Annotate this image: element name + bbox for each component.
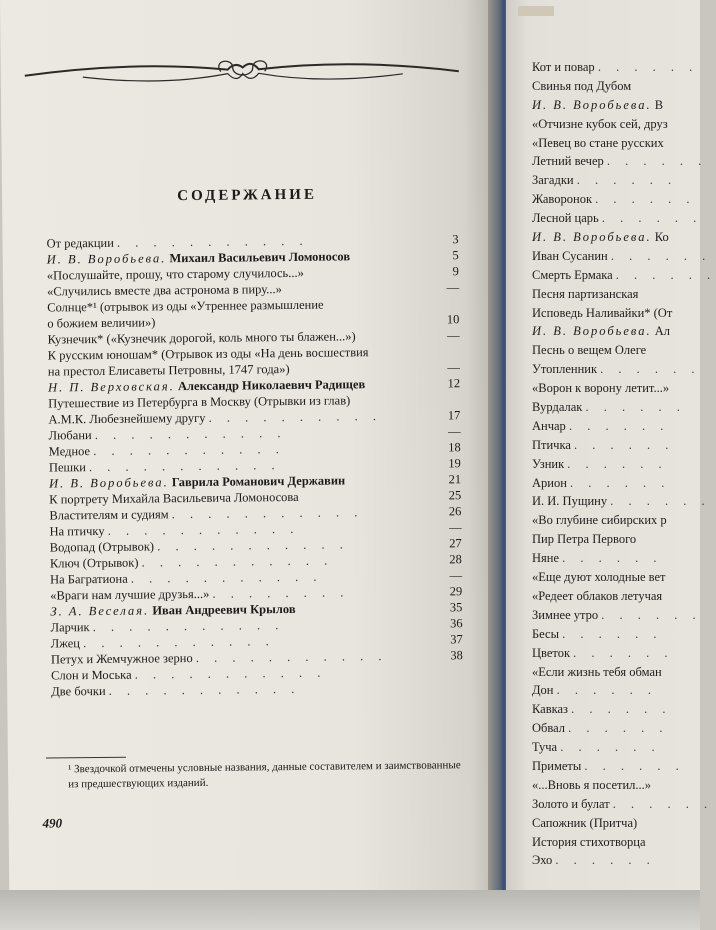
toc-entry bbox=[532, 663, 702, 682]
toc-entry-text: Иван Сусанин bbox=[532, 248, 608, 263]
toc-entry-text: Сапожник (Притча) bbox=[532, 815, 638, 830]
toc-entry-text: Приметы bbox=[532, 758, 582, 773]
toc-leader-dots: . . . . . . . . . . bbox=[208, 409, 383, 425]
toc-entry-author: З. А. Веселая. bbox=[50, 603, 150, 619]
toc-entry bbox=[532, 474, 702, 493]
toc-leader-dots: . . . . . . bbox=[568, 721, 669, 736]
toc-entry-text: Кузнечик* («Кузнечик дорогой, коль много ты блажен...») bbox=[47, 329, 356, 347]
toc-leader-dots: . . . . . . bbox=[595, 192, 696, 207]
toc-entry-text: Петух и Жемчужное зерно . . . . . . . . . . . bbox=[50, 648, 388, 667]
toc-leader-dots: . . . . . . . . . . . bbox=[116, 233, 309, 250]
toc-entry-text: К русским юношам* (Отрывок из оды «На день восшествия на престол Елисаветы Петровны, 1747 года») bbox=[47, 345, 369, 379]
toc-leader-dots: . . . . . . . . . . . bbox=[94, 426, 287, 443]
toc-entry-text: Птичка bbox=[532, 437, 571, 452]
toc-entry-text: «Певец во стане русских bbox=[532, 135, 664, 150]
toc-entry bbox=[532, 134, 702, 153]
toc-entry bbox=[532, 398, 702, 417]
toc-entry-page: 19 bbox=[448, 456, 461, 471]
toc-entry bbox=[532, 530, 702, 549]
toc-entry bbox=[532, 379, 702, 398]
toc-leader-dots: . . . . . . . . bbox=[212, 585, 350, 601]
toc-entry-page: 17 bbox=[447, 408, 461, 423]
toc-entry-text: От редакции . . . . . . . . . . . bbox=[46, 233, 309, 251]
toc-entry-subject: Михаил Васильевич Ломоносов bbox=[169, 249, 351, 266]
toc-entry bbox=[532, 455, 702, 474]
toc-entry-text: Песнь о вещем Олеге bbox=[532, 343, 647, 358]
toc-leader-dots: . . . . . . . . . . . bbox=[107, 521, 300, 538]
toc-entry-page: — bbox=[447, 360, 460, 375]
toc-entry-text: Любани . . . . . . . . . . . bbox=[48, 426, 287, 443]
toc-entry-text: Эхо bbox=[532, 853, 553, 868]
toc-entry-text: Зимнее утро bbox=[532, 607, 599, 622]
toc-title: СОДЕРЖАНИЕ bbox=[177, 186, 317, 205]
toc-entry bbox=[532, 247, 712, 266]
toc-entry bbox=[48, 343, 468, 379]
toc-leader-dots: . . . . . . . . . . . bbox=[82, 634, 275, 651]
toc-entry bbox=[532, 171, 702, 190]
toc-entry-text: Вурдалак bbox=[532, 400, 583, 415]
toc-entry-text: «Редеет облаков летучая bbox=[532, 588, 663, 603]
toc-entry-text: Путешествие из Петербурга в Москву (Отрывки из глав) bbox=[48, 393, 351, 411]
toc-entry bbox=[532, 492, 711, 511]
toc-entry-page: 35 bbox=[449, 600, 463, 615]
toc-entry bbox=[532, 681, 702, 700]
toc-entry bbox=[51, 679, 471, 699]
toc-entry-text: А.М.К. Любезнейшему другу . . . . . . . . . . bbox=[48, 409, 383, 427]
toc-entry-text: Цветок bbox=[532, 645, 571, 660]
toc-entry-page: 26 bbox=[448, 504, 462, 519]
toc-leader-dots: . . . . . . bbox=[567, 456, 668, 471]
toc-entry bbox=[532, 568, 702, 587]
toc-entry-text: Пешки . . . . . . . . . . . bbox=[48, 458, 281, 475]
toc-entry-page: 3 bbox=[452, 232, 459, 247]
toc-leader-dots: . . . . . . bbox=[601, 211, 703, 226]
toc-entry bbox=[532, 360, 702, 379]
toc-entry-text: «Отчизне кубок сей, друз bbox=[532, 116, 668, 131]
toc-entry-text: Солнце*¹ (отрывок из оды «Утреннее размышление о божием величии») bbox=[47, 297, 324, 331]
toc-leader-dots: . . . . . . bbox=[600, 362, 701, 377]
toc-entry-page: 21 bbox=[448, 472, 462, 487]
toc-entry bbox=[532, 77, 702, 96]
toc-entry-page: 37 bbox=[450, 632, 463, 647]
toc-entry-page: 29 bbox=[449, 584, 463, 599]
toc-entry-text: К портрету Михайла Васильевича Ломоносова bbox=[49, 489, 299, 507]
toc-entry-subject: Иван Андреевич Крылов bbox=[152, 601, 296, 618]
toc-entry bbox=[532, 304, 702, 323]
toc-entry-text: Медное . . . . . . . . . . . bbox=[48, 442, 285, 459]
toc-entry-text: И. И. Пущину bbox=[532, 494, 608, 509]
toc-entry-text: Исповедь Наливайки* (От bbox=[532, 305, 673, 320]
toc-leader-dots: . . . . . . . . . . . bbox=[93, 442, 285, 459]
toc-leader-dots: . . . . . . bbox=[584, 758, 685, 773]
right-toc-list bbox=[532, 58, 716, 870]
toc-entry bbox=[532, 266, 716, 285]
toc-entry bbox=[532, 776, 702, 795]
toc-entry bbox=[532, 190, 702, 209]
toc-entry-text: Смерть Ермака bbox=[532, 267, 613, 282]
toc-entry bbox=[532, 625, 702, 644]
toc-entry-text: Туча bbox=[532, 740, 558, 755]
toc-entry-text: «Послушайте, прошу, что старому случилось...» bbox=[46, 265, 304, 283]
toc-entry-text: Пир Петра Первого bbox=[532, 532, 637, 547]
toc-entry bbox=[532, 644, 702, 663]
toc-entry-page: 18 bbox=[448, 440, 461, 455]
toc-leader-dots: . . . . . . bbox=[574, 437, 675, 452]
toc-leader-dots: . . . . . . . . . . . bbox=[88, 458, 281, 475]
toc-entry-page: 28 bbox=[449, 552, 462, 567]
toc-entry-text: Ларчик . . . . . . . . . . . bbox=[50, 618, 285, 635]
toc-entry-text: Обвал bbox=[532, 721, 566, 736]
toc-entry-text: Анчар bbox=[532, 418, 566, 433]
toc-leader-dots: . . . . . . . . . . . bbox=[157, 537, 349, 554]
page-number: 490 bbox=[42, 815, 63, 831]
toc-leader-dots: . . . . . . bbox=[612, 796, 714, 811]
toc-entry-page: — bbox=[449, 568, 463, 583]
toc-entry-author: Н. П. Верховская. bbox=[47, 379, 175, 395]
toc-entry-page: — bbox=[448, 520, 462, 535]
toc-leader-dots: . . . . . . bbox=[576, 173, 678, 188]
toc-entry-author: И. В. Воробьева. bbox=[46, 251, 167, 267]
toc-leader-dots: . . . . . . bbox=[610, 248, 712, 263]
page-tab bbox=[518, 6, 554, 16]
toc-entry-text: Утопленник bbox=[532, 362, 598, 377]
toc-entry-text: Няне bbox=[532, 551, 560, 566]
toc-entry bbox=[532, 58, 702, 77]
toc-leader-dots: . . . . . . . . . . . bbox=[171, 505, 364, 522]
toc-leader-dots: . . . . . . bbox=[562, 551, 663, 566]
toc-leader-dots: . . . . . . . . . . . bbox=[195, 648, 388, 665]
toc-entry bbox=[47, 295, 467, 331]
toc-entry-text: На Багратиона . . . . . . . . . . . bbox=[49, 569, 323, 587]
toc-entry-page: 5 bbox=[452, 248, 459, 263]
toc-entry bbox=[532, 606, 702, 625]
toc-entry bbox=[532, 511, 702, 530]
toc-leader-dots: . . . . . . bbox=[562, 626, 663, 641]
toc-entry-page: 9 bbox=[452, 264, 459, 279]
toc-entry-text: Ключ (Отрывок) . . . . . . . . . . . bbox=[49, 553, 334, 571]
toc-entry-text: Жаворонок bbox=[532, 192, 593, 207]
toc-leader-dots: . . . . . . . . . . . bbox=[141, 553, 334, 570]
toc-entry-text: Золото и булат bbox=[532, 796, 610, 811]
toc-entry-page: 36 bbox=[449, 616, 463, 631]
toc-entry-author: И. В. Воробьева. bbox=[532, 324, 652, 339]
toc-entry bbox=[532, 719, 702, 738]
toc-entry bbox=[532, 549, 702, 568]
toc-entry-text: Песня партизанская bbox=[532, 286, 639, 301]
toc-leader-dots: . . . . . . bbox=[606, 154, 708, 169]
toc-entry-text: Кавказ bbox=[532, 702, 568, 717]
toc-entry-text: «Враги нам лучшие друзья...» . . . . . . . . bbox=[50, 585, 350, 603]
toc-entry bbox=[532, 228, 702, 247]
toc-entry-text: Дон bbox=[532, 683, 554, 698]
toc-entry-text: Водопад (Отрывок) . . . . . . . . . . . bbox=[49, 537, 349, 555]
toc-entry bbox=[532, 152, 708, 171]
toc-entry-text: Бесы bbox=[532, 626, 559, 641]
toc-entry-text: В bbox=[654, 97, 664, 112]
toc-entry-text: Ко bbox=[654, 230, 669, 245]
footnote bbox=[68, 753, 468, 792]
toc-leader-dots: . . . . . . bbox=[571, 702, 672, 717]
toc-entry-text: На птичку . . . . . . . . . . . bbox=[49, 521, 300, 539]
toc-entry bbox=[532, 795, 714, 814]
toc-entry-text: «...Вновь я посетил...» bbox=[532, 777, 652, 792]
toc-leader-dots: . . . . . . bbox=[615, 267, 716, 282]
toc-entry-page: 10 bbox=[446, 312, 460, 327]
toc-leader-dots: . . . . . . . . . . . bbox=[108, 681, 301, 698]
footnote-text: ¹ Звездочкой отмечены условные названия, данные составителем и заимствованные из предшествующих изданий. bbox=[67, 759, 461, 791]
toc-entry-subject: Гаврила Романович Державин bbox=[171, 473, 346, 490]
toc-entry bbox=[532, 851, 702, 870]
toc-leader-dots: . . . . . . . . . . . bbox=[130, 569, 323, 586]
toc-entry-page: — bbox=[446, 328, 460, 343]
toc-entry bbox=[532, 814, 702, 833]
toc-entry bbox=[532, 285, 702, 304]
toc-entry-author: И. В. Воробьева. bbox=[532, 230, 652, 245]
toc-list bbox=[46, 231, 471, 699]
toc-entry-text: История стихотворца bbox=[532, 834, 646, 849]
table-surface bbox=[0, 890, 700, 930]
toc-entry-text: Узник bbox=[532, 456, 565, 471]
toc-entry-text: Лесной царь bbox=[532, 211, 599, 226]
toc-entry bbox=[532, 115, 702, 134]
toc-leader-dots: . . . . . . bbox=[601, 607, 702, 622]
toc-entry bbox=[532, 757, 702, 776]
toc-entry-text: «Еще дуют холодные вет bbox=[532, 570, 666, 585]
toc-leader-dots: . . . . . . . . . . . bbox=[134, 665, 327, 682]
toc-leader-dots: . . . . . . bbox=[568, 418, 670, 433]
toc-entry bbox=[532, 587, 702, 606]
toc-entry bbox=[532, 417, 702, 436]
toc-entry-text: Свинья под Дубом bbox=[532, 78, 632, 93]
toc-entry-page: 25 bbox=[448, 488, 462, 503]
toc-leader-dots: . . . . . . bbox=[570, 475, 671, 490]
toc-entry bbox=[532, 700, 702, 719]
toc-entry-text: «Ворон к ворону летит...» bbox=[532, 381, 670, 396]
toc-leader-dots: . . . . . . bbox=[560, 740, 661, 755]
toc-leader-dots: . . . . . . . . . . . bbox=[92, 618, 285, 635]
toc-entry-page: — bbox=[447, 424, 461, 439]
toc-entry bbox=[532, 209, 702, 228]
toc-entry-author: И. В. Воробьева. bbox=[532, 97, 652, 112]
toc-entry-page: 38 bbox=[450, 648, 463, 663]
toc-entry bbox=[532, 436, 702, 455]
toc-entry-text: «Если жизнь тебя обман bbox=[532, 664, 662, 679]
toc-entry-author: И. В. Воробьева. bbox=[48, 475, 169, 491]
toc-entry bbox=[532, 96, 702, 115]
toc-entry-text: Властителям и судиям . . . . . . . . . . . bbox=[49, 505, 364, 523]
title-ornament-icon bbox=[23, 53, 461, 90]
toc-entry-text: Кот и повар bbox=[532, 60, 595, 74]
toc-entry bbox=[532, 738, 702, 757]
toc-leader-dots: . . . . . . bbox=[556, 683, 657, 698]
toc-leader-dots: . . . . . . bbox=[585, 400, 686, 415]
toc-leader-dots: . . . . . . bbox=[573, 645, 674, 660]
toc-entry-text: Лжец . . . . . . . . . . . bbox=[50, 634, 275, 651]
toc-entry-subject: Александр Николаевич Радищев bbox=[177, 377, 366, 394]
toc-entry-text: «Случились вместе два астронома в пиру...» bbox=[46, 282, 282, 299]
toc-leader-dots: . . . . . . bbox=[610, 494, 711, 509]
toc-entry-text: Ал bbox=[654, 324, 671, 339]
toc-entry-page: — bbox=[446, 280, 460, 295]
toc-leader-dots: . . . . . . bbox=[597, 60, 699, 74]
toc-entry-text: Слон и Моська . . . . . . . . . . . bbox=[51, 665, 327, 683]
toc-entry-text: Арион bbox=[532, 475, 567, 490]
footnote-rule bbox=[46, 757, 126, 759]
toc-entry-text: Две бочки . . . . . . . . . . . bbox=[51, 681, 301, 699]
toc-entry-text: Летний вечер bbox=[532, 154, 604, 169]
toc-entry bbox=[532, 341, 702, 360]
toc-entry bbox=[532, 322, 702, 341]
toc-entry-page: 12 bbox=[447, 376, 461, 391]
toc-entry-page: 27 bbox=[449, 536, 462, 551]
toc-entry bbox=[532, 833, 702, 852]
toc-leader-dots: . . . . . . bbox=[555, 853, 656, 868]
toc-entry-text: Загадки bbox=[532, 173, 574, 188]
toc-entry-text: «Во глубине сибирских р bbox=[532, 513, 667, 528]
